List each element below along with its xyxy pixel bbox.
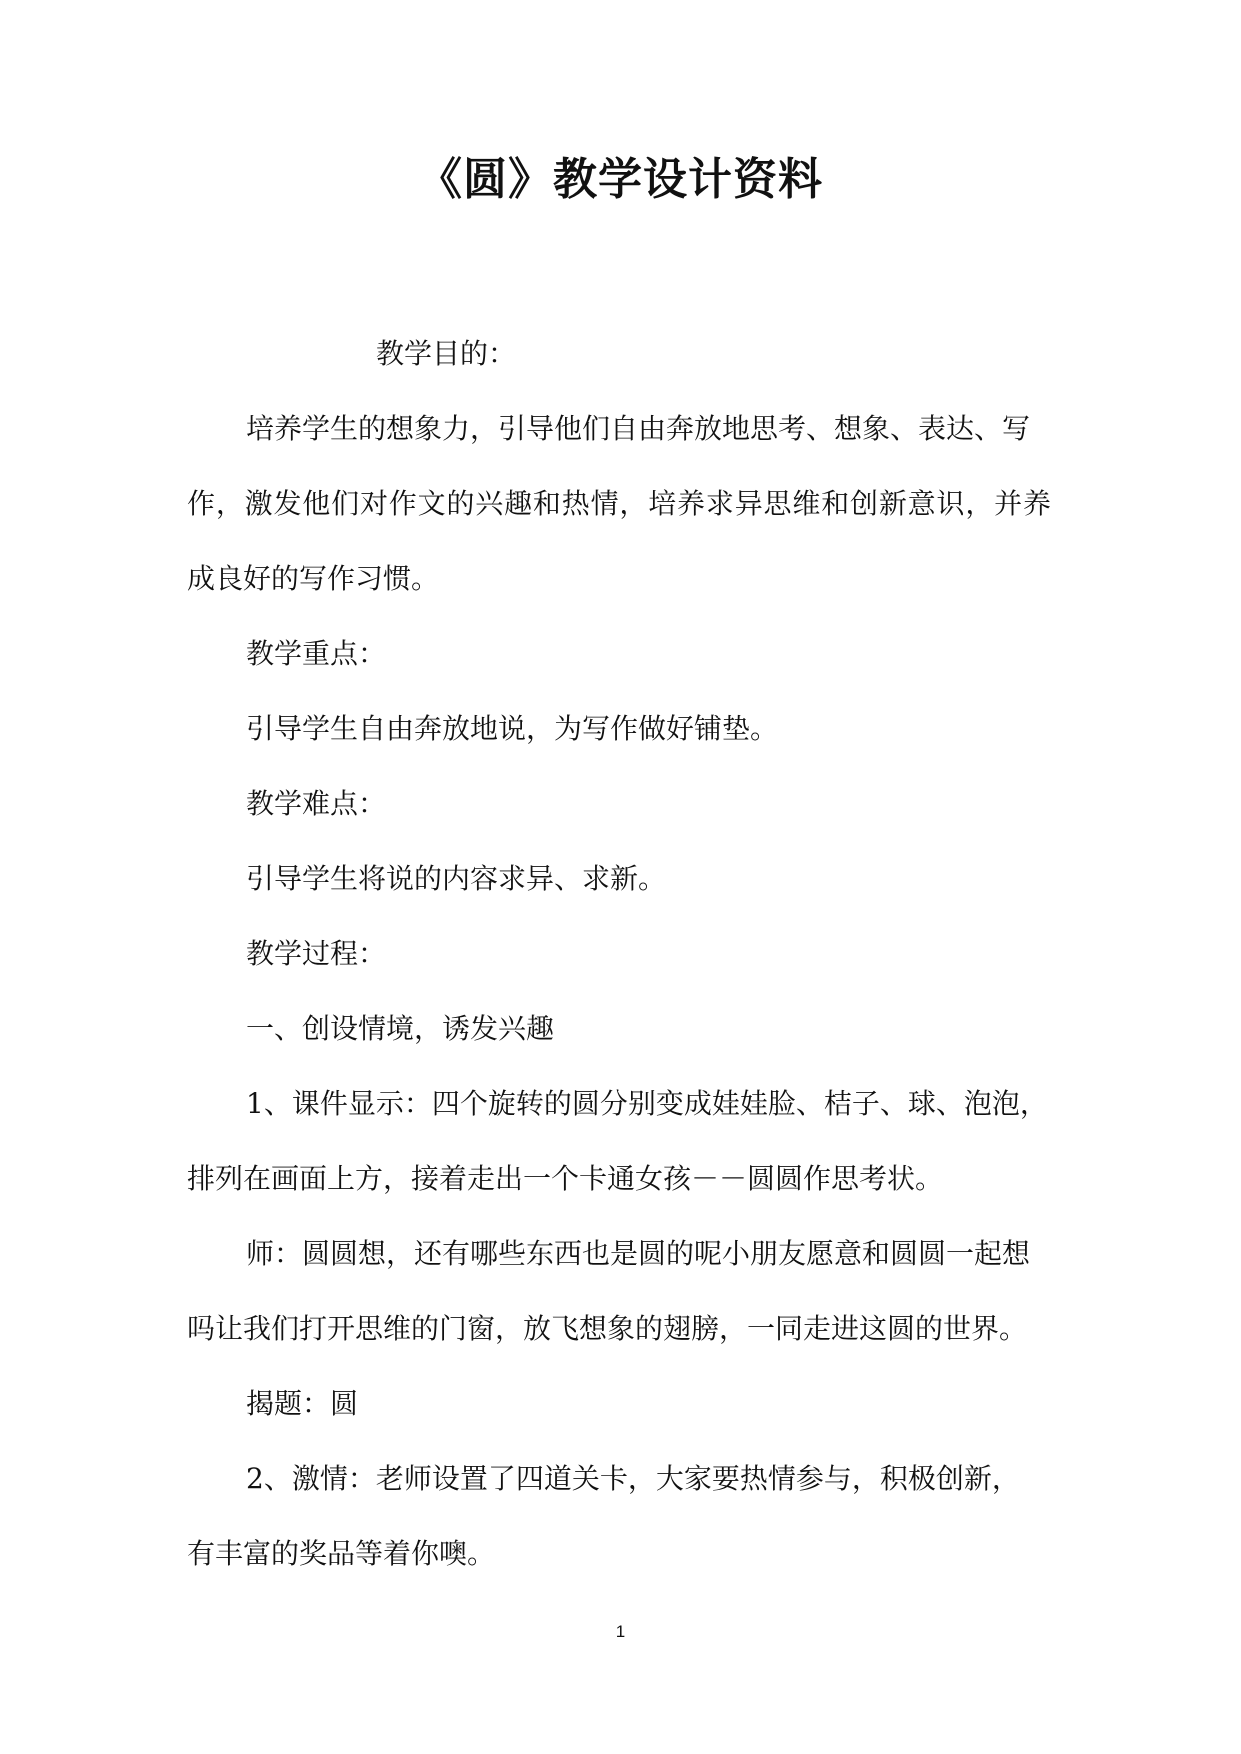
- heading-objectives: 教学目的：: [376, 337, 517, 370]
- paragraph-line: 成良好的写作习惯。: [187, 562, 440, 595]
- paragraph-line: 师：圆圆想，还有哪些东西也是圆的呢小朋友愿意和圆圆一起想: [246, 1237, 1031, 1270]
- paragraph-line: 引导学生自由奔放地说，为写作做好铺垫。: [246, 712, 779, 745]
- paragraph-line: 引导学生将说的内容求异、求新。: [246, 862, 667, 895]
- heading-difficulties: 教学难点：: [246, 787, 387, 820]
- heading-process: 教学过程：: [246, 937, 387, 970]
- paragraph-line: 作，激发他们对作文的兴趣和热情，培养求异思维和创新意识，并养: [187, 487, 1051, 520]
- section-heading: 一、创设情境，诱发兴趣: [246, 1012, 555, 1045]
- paragraph-line: 有丰富的奖品等着你噢。: [187, 1537, 496, 1570]
- paragraph-line: 培养学生的想象力，引导他们自由奔放地思考、想象、表达、写: [246, 412, 1031, 445]
- paragraph-line: 2、激情：老师设置了四道关卡，大家要热情参与，积极创新，: [246, 1462, 1020, 1495]
- paragraph-line: 揭题：圆: [246, 1387, 359, 1420]
- paragraph-line: 排列在画面上方，接着走出一个卡通女孩－－圆圆作思考状。: [187, 1162, 944, 1195]
- page-number: 1: [615, 1622, 626, 1641]
- paragraph-line: 1、课件显示：四个旋转的圆分别变成娃娃脸、桔子、球、泡泡，: [246, 1087, 1048, 1120]
- heading-key-points: 教学重点：: [246, 637, 387, 670]
- document-title: 《圆》教学设计资料: [418, 154, 823, 205]
- paragraph-line: 吗让我们打开思维的门窗，放飞想象的翅膀，一同走进这圆的世界。: [187, 1312, 1028, 1345]
